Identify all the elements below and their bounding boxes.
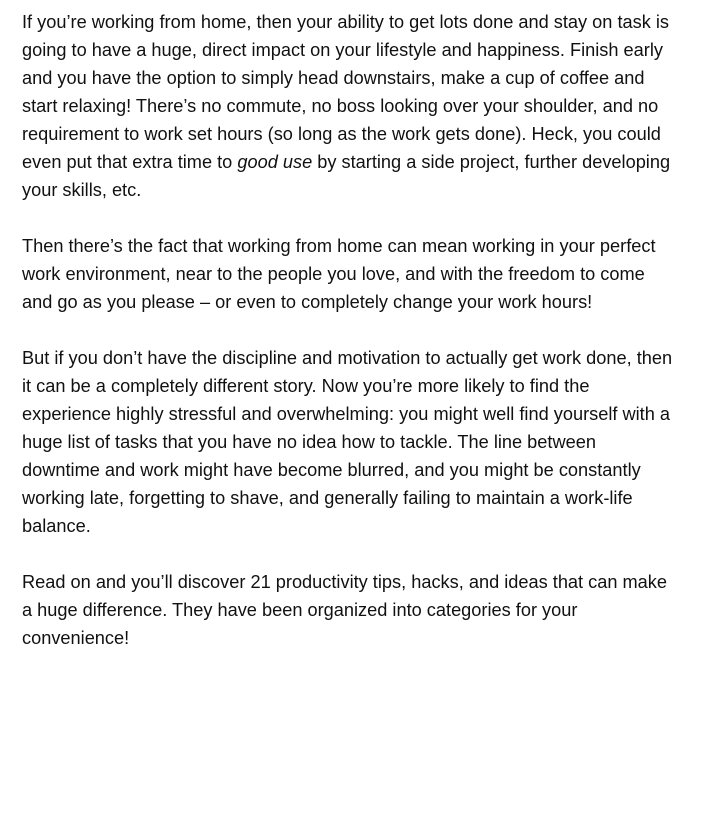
paragraph-intro-text: If you’re working from home, then your ability to get lots done and stay on task is going to have a huge, direct impact on your lifestyle and happiness. Finish early and you have the option to simply head downstairs, make a cup of coffee and start relaxing! There’s no commute, no boss looking over your shoulder, and no requirement to work set hours (so long as the work gets done). Heck, you could even put that extra time to — [22, 12, 669, 172]
paragraph-environment: Then there’s the fact that working from home can mean working in your perfect work environment, near to the people you love, and with the freedom to come and go as you please – or even to completely change your work hours! — [22, 236, 656, 312]
paragraph-read-on: Read on and you’ll discover 21 productivity tips, hacks, and ideas that can make a huge difference. They have been organized into categories for your convenience! — [22, 572, 668, 648]
paragraph-intro-text-end: by starting a side project, further developing your skills, etc. — [22, 152, 671, 200]
paragraph-discipline: But if you don’t have the discipline and motivation to actually get work done, then it can be a completely different story. Now you’re more likely to find the experience highly stressful and overwhelming: you might well find yourself with a huge list of tasks that you have no idea how to tackle. The line between downtime and work might have become blurred, and you might be constantly working late, forgetting to shave, and generally failing to maintain a work-life balance. — [22, 348, 673, 536]
paragraph-intro — [22, 8, 677, 204]
emphasis-good-use: good use — [237, 152, 313, 172]
article-body — [22, 8, 677, 680]
